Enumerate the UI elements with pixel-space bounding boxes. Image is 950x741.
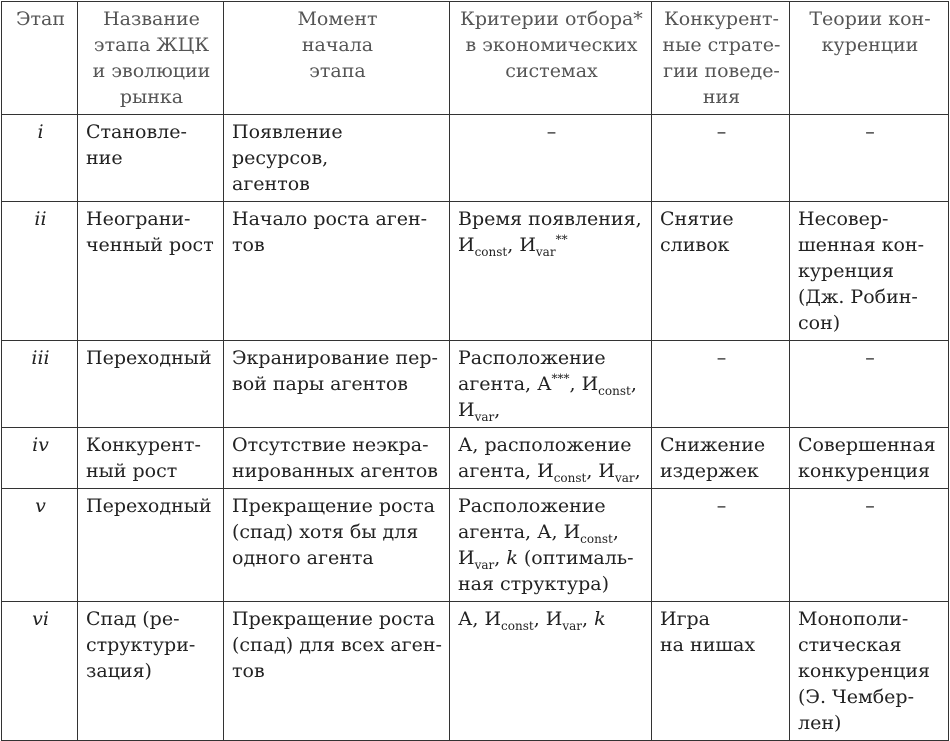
name-cell: Неограни- ченный рост [78,202,224,341]
name-cell: Переходный [78,489,224,602]
start-cell: Прекращение роста (спад) хотя бы для одного агента [224,489,450,602]
header-stage: Этап [2,2,78,115]
table-row [2,202,949,341]
criteria-cell: А, $И_{const}$, $И_{var}$, k [450,602,652,741]
start-cell: Отсутствие неэкра- нированных агентов [224,428,450,489]
theory-cell: – [790,489,949,602]
start-cell: Экранирование пер- вой пары агентов [224,341,450,428]
strategy-cell: – [652,489,790,602]
name-cell: Становле- ние [78,115,224,202]
competition-stages-table [1,1,949,741]
start-cell: Прекращение роста (спад) для всех аген- тов [224,602,450,741]
theory-cell: Несовер- шенная кон- куренция (Дж. Робин- сон) [790,202,949,341]
table-row [2,602,949,741]
strategy-cell: – [652,341,790,428]
stage-cell: vi [2,602,78,741]
stage-cell: iii [2,341,78,428]
criteria-cell: Расположение агента, А, $И_{const}$, $И_{var}$, k (оптималь- ная структура) [450,489,652,602]
header-strategy: Конкурент- ные страте- гии поведе- ния [652,2,790,115]
header-theory: Теории кон- куренции [790,2,949,115]
stage-cell: iv [2,428,78,489]
theory-cell: – [790,341,949,428]
start-cell: Начало роста аген- тов [224,202,450,341]
start-cell: Появление ресурсов, агентов [224,115,450,202]
criteria-cell: Время появления, $И_{const}$, $И_{var}^{**}$ [450,202,652,341]
name-cell: Переходный [78,341,224,428]
name-cell: Конкурент- ный рост [78,428,224,489]
table-row [2,341,949,428]
table-row [2,115,949,202]
stage-cell: ii [2,202,78,341]
strategy-cell: Снижение издержек [652,428,790,489]
criteria-cell: А, расположение агента, $И_{const}$, $И_{var}$, [450,428,652,489]
theory-cell: Совершенная конкуренция [790,428,949,489]
header-row [2,2,949,115]
stage-cell: v [2,489,78,602]
name-cell: Спад (ре- структури- зация) [78,602,224,741]
table-row [2,428,949,489]
criteria-cell: – [450,115,652,202]
stage-cell: i [2,115,78,202]
header-name: Название этапа ЖЦК и эволюции рынка [78,2,224,115]
criteria-cell: Расположение агента, А***, $И_{const}$, $И_{var}$, [450,341,652,428]
table-row [2,489,949,602]
theory-cell: Монополи- стическая конкуренция (Э. Чембер- лен) [790,602,949,741]
theory-cell: – [790,115,949,202]
strategy-cell: Снятие сливок [652,202,790,341]
header-start: Момент начала этапа [224,2,450,115]
strategy-cell: – [652,115,790,202]
header-criteria: Критерии отбора* в экономических системах [450,2,652,115]
strategy-cell: Игра на нишах [652,602,790,741]
